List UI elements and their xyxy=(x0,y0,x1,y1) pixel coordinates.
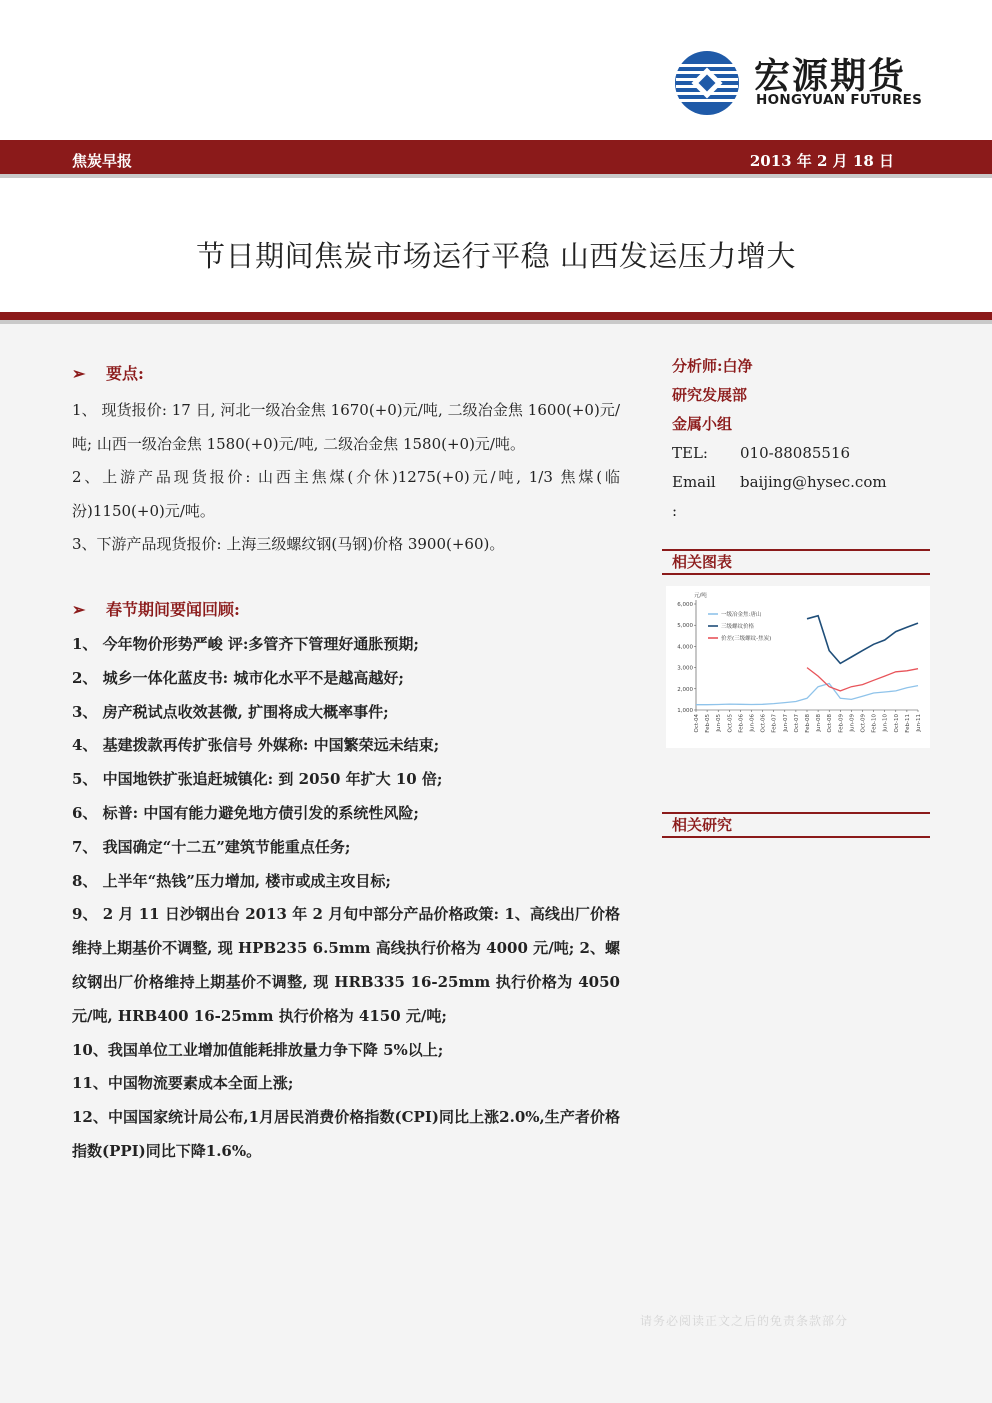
x-tick-label: Feb-10 xyxy=(871,714,878,733)
logo-chinese-name: 宏源期货 xyxy=(754,56,907,97)
key-point-item: 3、下游产品现货报价: 上海三级螺纹钢(马钢)价格 3900(+60)。 xyxy=(72,535,505,554)
x-tick-label: Oct-05 xyxy=(727,714,734,733)
x-tick-label: Feb-11 xyxy=(904,714,911,733)
y-axis-label: 元/吨 xyxy=(694,593,707,599)
x-tick-label: Oct-09 xyxy=(860,714,867,733)
series-line xyxy=(807,668,918,691)
news-item: 6、 标普: 中国有能力避免地方债引发的系统性风险; xyxy=(72,803,419,822)
news-item: 11、中国物流要素成本全面上涨; xyxy=(72,1074,294,1093)
related-research-title: 相关研究 xyxy=(662,812,930,838)
series-line xyxy=(696,684,918,705)
email-colon: : xyxy=(672,502,678,520)
analyst-tel: TEL: 010-88085516 xyxy=(672,444,851,462)
x-tick-label: Jun-05 xyxy=(716,714,723,732)
page-header xyxy=(0,0,992,140)
x-tick-label: Jun-07 xyxy=(782,714,789,732)
x-tick-label: Feb-08 xyxy=(805,714,811,733)
x-tick-label: Feb-09 xyxy=(838,714,845,733)
news-item: 8、 上半年“热钱”压力增加, 楼市或成主攻目标; xyxy=(72,871,391,890)
main-content xyxy=(72,360,620,1169)
x-tick-label: Jun-11 xyxy=(916,714,922,732)
page-title: 节日期间焦炭市场运行平稳 山西发运压力增大 xyxy=(196,239,796,273)
x-tick-label: Jun-08 xyxy=(816,714,823,732)
key-points-heading: ➢ 要点: xyxy=(72,360,620,388)
arrow-bullet-icon: ➢ xyxy=(72,364,86,383)
report-date: 2013 年 2 月 18 日 xyxy=(749,152,894,170)
key-point-item: 2、上游产品现货报价: 山西主焦煤(介休)1275(+0)元/吨, 1/3 焦煤(临汾)1150(+0)元/吨。 xyxy=(72,468,620,520)
x-tick-label: Oct-04 xyxy=(694,714,700,733)
y-tick-label: 6,000 xyxy=(677,602,693,608)
y-tick-label: 2,000 xyxy=(677,686,693,693)
news-item: 3、 房产税试点收效甚微, 扩围将成大概率事件; xyxy=(72,702,389,721)
news-item: 9、 2 月 11 日沙钢出台 2013 年 2 月旬中部分产品价格政策: 1、高线出厂价格维持上期基价不调整, 现 HPB235 6.5mm 高线执行价格为 4000 元/吨; 2、螺纹钢出厂价格维持上期基价不调整, 现 HRB335 16-25mm 执行价格为 4050 元/吨, HRB400 16-25mm 执行价格为 4150 元/吨; xyxy=(72,905,620,1025)
title-divider-band xyxy=(0,312,992,324)
x-tick-label: Oct-10 xyxy=(893,714,900,733)
news-heading: ➢ 春节期间要闻回顾: xyxy=(72,596,620,624)
logo-english-name: HONGYUAN FUTURES xyxy=(756,92,923,108)
x-tick-label: Oct-08 xyxy=(827,714,834,733)
analyst-group: 金属小组 xyxy=(672,415,733,433)
x-tick-label: Jun-10 xyxy=(882,714,889,732)
company-logo xyxy=(674,46,923,116)
y-tick-label: 4,000 xyxy=(677,644,693,651)
y-tick-label: 5,000 xyxy=(677,623,693,630)
x-tick-label: Feb-07 xyxy=(771,714,778,733)
report-header-band xyxy=(0,140,992,178)
sidebar xyxy=(672,352,932,526)
price-line-chart xyxy=(666,586,930,748)
arrow-bullet-icon: ➢ xyxy=(72,599,86,619)
news-item: 5、 中国地铁扩张追赶城镇化: 到 2050 年扩大 10 倍; xyxy=(72,770,443,789)
analyst-name: 分析师:白净 xyxy=(672,357,753,375)
related-chart xyxy=(666,586,930,748)
news-item: 10、我国单位工业增加值能耗排放量力争下降 5%以上; xyxy=(72,1040,444,1059)
news-item: 7、 我国确定“十二五”建筑节能重点任务; xyxy=(72,837,351,856)
report-type: 焦炭早报 xyxy=(72,152,133,170)
title-area xyxy=(0,182,992,312)
related-chart-title: 相关图表 xyxy=(662,549,930,575)
legend-label: 一级冶金焦:唐山 xyxy=(721,612,762,618)
y-tick-label: 1,000 xyxy=(677,708,693,714)
legend-label: 价差(三级螺纹-焦炭) xyxy=(721,636,772,642)
x-tick-label: Jun-09 xyxy=(849,714,856,732)
email-link[interactable]: baijing@hysec.com xyxy=(740,473,887,491)
news-item: 12、中国国家统计局公布,1月居民消费价格指数(CPI)同比上涨2.0%,生产者价格指数(PPI)同比下降1.6%。 xyxy=(72,1108,620,1160)
x-tick-label: Feb-05 xyxy=(705,714,712,733)
news-item: 1、 今年物价形势严峻 评:多管齐下管理好通胀预期; xyxy=(72,634,419,653)
x-tick-label: Oct-07 xyxy=(793,714,800,733)
x-tick-label: Jun-06 xyxy=(749,714,756,732)
y-tick-label: 3,000 xyxy=(677,665,693,672)
x-tick-label: Oct-06 xyxy=(760,714,767,733)
x-tick-label: Feb-06 xyxy=(738,714,745,733)
series-line xyxy=(807,616,918,664)
news-item: 2、 城乡一体化蓝皮书: 城市化水平不是越高越好; xyxy=(72,668,404,687)
analyst-department: 研究发展部 xyxy=(672,386,748,404)
analyst-email: Email baijing@hysec.com xyxy=(672,473,887,491)
news-item: 4、 基建拨款再传扩张信号 外媒称: 中国繁荣远未结束; xyxy=(72,736,440,755)
hongyuan-logo-icon xyxy=(674,50,740,116)
legend-label: 三级螺纹价格 xyxy=(721,624,755,630)
key-point-item: 1、 现货报价: 17 日, 河北一级冶金焦 1670(+0)元/吨, 二级冶金焦 1600(+0)元/吨; 山西一级冶金焦 1580(+0)元/吨, 二级冶金焦 1580(+0)元/吨。 xyxy=(72,401,620,453)
disclaimer-note: 请务必阅读正文之后的免责条款部分 xyxy=(640,1314,849,1328)
